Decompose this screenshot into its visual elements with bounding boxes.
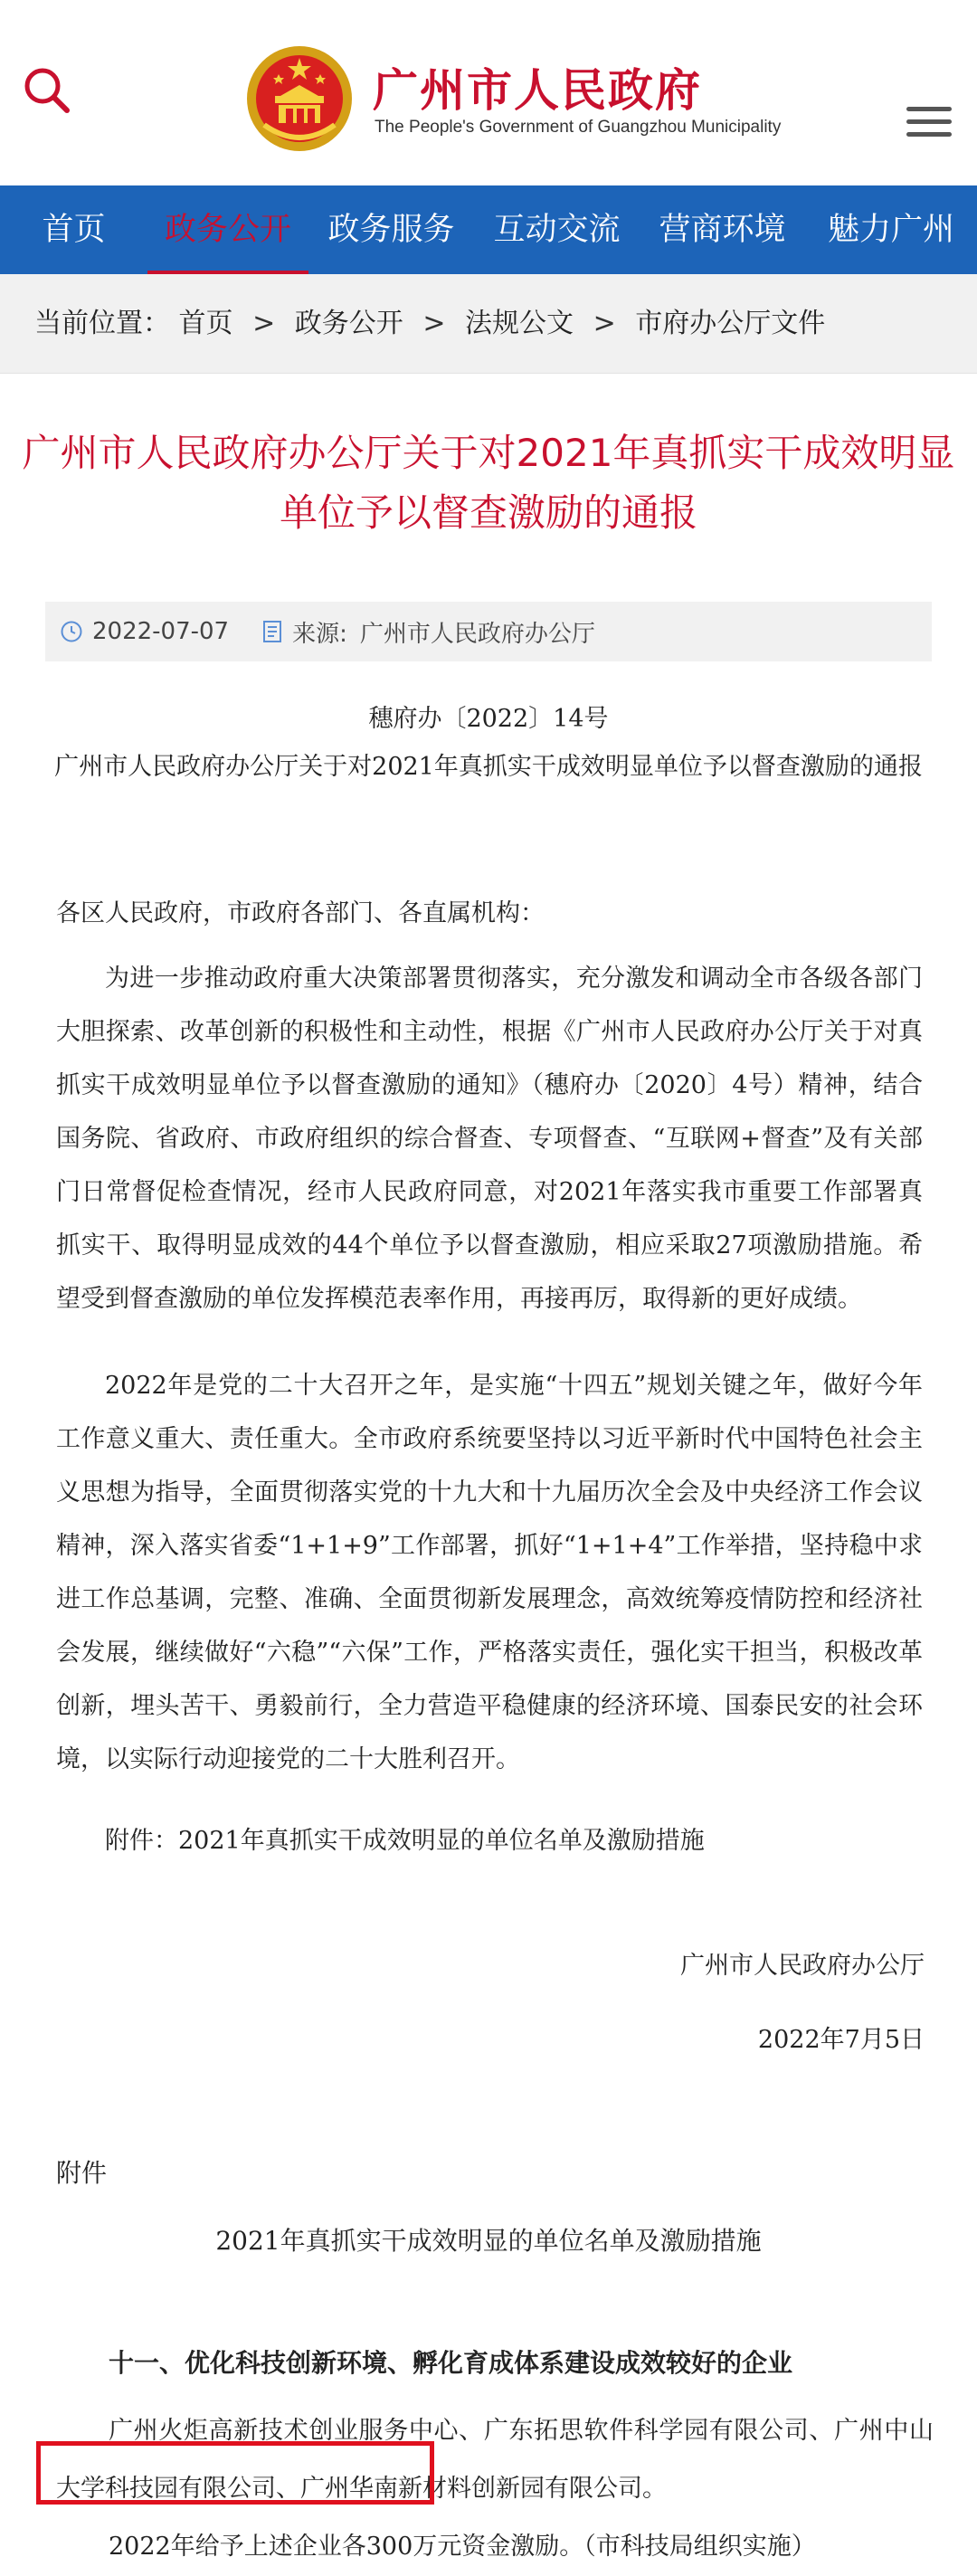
nav-item-gov-affairs[interactable]: 政务公开 [147,185,308,274]
article-title: 广州市人民政府办公厅关于对2021年真抓实干成效明显单位予以督查激励的通报 [22,431,955,535]
site-header [0,0,977,185]
nav-item-charm-guangzhou[interactable]: 魅力广州 [827,212,954,248]
breadcrumb-separator: > [593,308,616,339]
annex-label: 附件 [56,2158,108,2188]
breadcrumb-item-regulations[interactable]: 法规公文 [465,308,574,339]
nav-item-business-env[interactable]: 营商环境 [659,212,786,248]
main-nav [0,185,977,274]
nav-item-interaction[interactable]: 互动交流 [493,212,621,248]
signature-org: 广州市人民政府办公厅 [680,1952,925,1980]
breadcrumb-item-home[interactable]: 首页 [178,308,233,339]
publish-date: 2022-07-07 [92,618,230,645]
national-emblem-icon [244,43,355,154]
annex-title: 2021年真抓实干成效明显的单位名单及激励措施 [215,2226,762,2256]
breadcrumb-separator: > [422,308,446,339]
doc-heading: 广州市人民政府办公厅关于对2021年真抓实干成效明显单位予以督查激励的通报 [54,753,923,781]
body-paragraph-1: 为进一步推动政府重大决策部署贯彻落实，充分激发和调动全市各级各部门大胆探索、改革创新的积极性和主动性，根据《广州市人民政府办公厅关于对真抓实干成效明显单位予以督查激励的通知》（穗府办〔2020〕4号）精神，结合国务院、省政府、市政府组织的综合督查、专项督查、“互联网+督查”及有关部门日常督促检查情况，经市人民政府同意，对2021年落实我市重要工作部署真抓实干、取得明显成效的44个单位予以督查激励，相应采取27项激励措施。希望受到督查激励的单位发挥模范表率作用，再接再厉，取得新的更好成绩。 [56,965,923,1313]
site-subtitle: The People's Government of Guangzhou Municipality [375,118,782,137]
salutation: 各区人民政府，市政府各部门、各直属机构： [56,899,545,927]
search-button[interactable] [20,63,74,118]
document-icon [261,620,283,643]
site-title: 广州市人民政府 [373,64,702,117]
doc-number: 穗府办〔2022〕14号 [368,705,609,733]
breadcrumb-item-office-docs[interactable]: 市府办公厅文件 [635,308,826,339]
meta-date [60,618,229,645]
breadcrumb-separator: > [252,308,276,339]
breadcrumb-item-gov-affairs[interactable]: 政务公开 [294,308,403,339]
annex-section-heading: 十一、优化科技创新环境、孵化育成体系建设成效较好的企业 [109,2348,793,2378]
body-paragraph-2: 2022年是党的二十大召开之年，是实施“十四五”规划关键之年，做好今年工作意义重大、责任重大。全市政府系统要坚持以习近平新时代中国特色社会主义思想为指导，全面贯彻落实党的十九大和十九届历次全会及中央经济工作会议精神，深入落实省委“1+1+9”工作部署，抓好“1+1+4”工作举措，坚持稳中求进工作总基调，完整、准确、全面贯彻新发展理念，高效统筹疫情防控和经济社会发展，继续做好“六稳”“六保”工作，严格落实责任，强化实干担当，积极改革创新，埋头苦干、勇毅前行，全力营造平稳健康的经济环境、国泰民安的社会环境，以实际行动迎接党的二十大胜利召开。 [56,1372,923,1773]
breadcrumb-prefix: 当前位置： [34,308,170,339]
source-label: 来源: [292,620,347,648]
signature-date: 2022年7月5日 [757,2026,925,2054]
annex-company-list: 广州火炬高新技术创业服务中心、广东拓思软件科学园有限公司、广州中山大学科技园有限公司、广州华南新材料创新园有限公司。 [56,2417,934,2503]
article-meta [45,602,932,661]
nav-item-gov-services[interactable]: 政务服务 [327,212,455,248]
hamburger-menu-icon [906,107,952,137]
clock-icon [60,620,83,643]
search-icon [20,63,74,118]
menu-button[interactable] [906,107,952,143]
annex-reward-text: 2022年给予上述企业各300万元资金激励。（市科技局组织实施） [109,2533,816,2561]
meta-source [261,615,595,649]
highlight-box [36,2441,434,2505]
source-value: 广州市人民政府办公厅 [359,620,595,648]
breadcrumb [0,274,977,374]
nav-item-home[interactable]: 首页 [42,212,106,248]
attachment-note: 附件：2021年真抓实干成效明显的单位名单及激励措施 [105,1827,705,1855]
